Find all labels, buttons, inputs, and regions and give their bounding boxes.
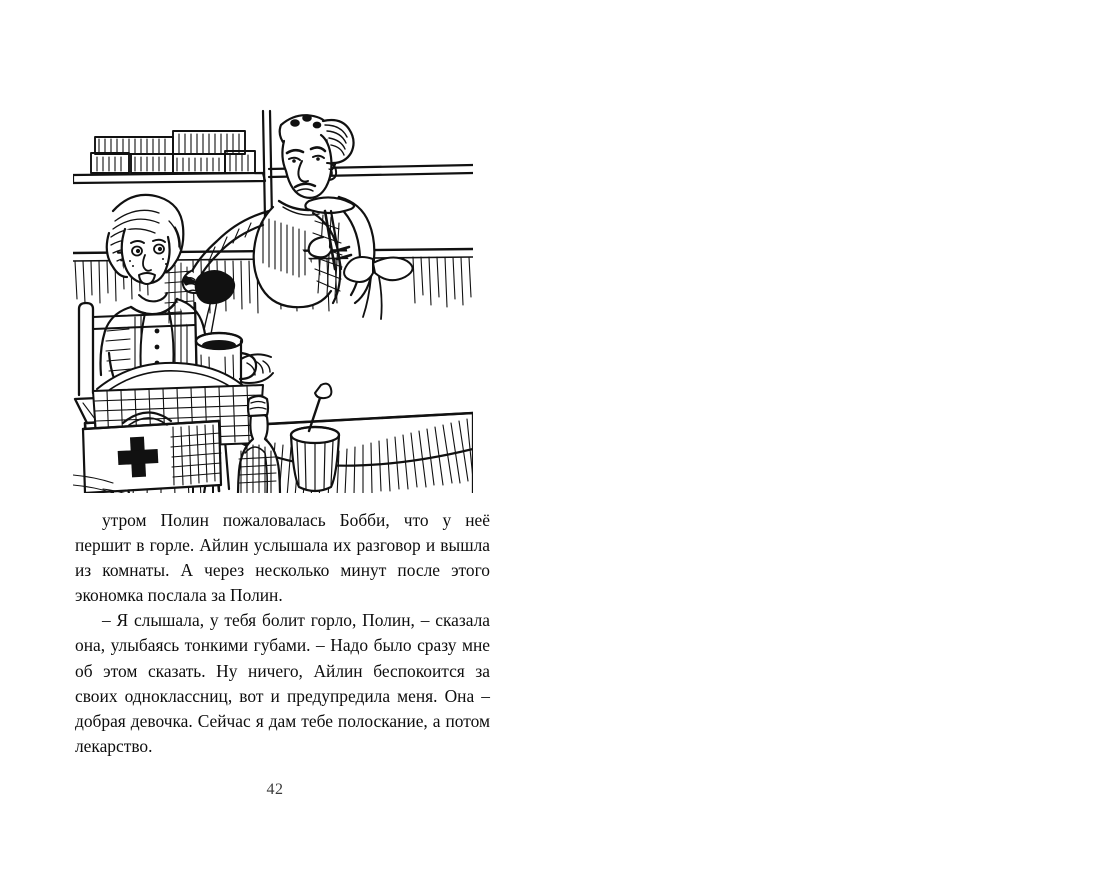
stacked-books-icon [91,131,255,173]
mortar-and-pestle-icon [291,384,339,491]
paragraph: – Я слышала, у тебя болит горло, Полин, – сказала она, улыбаясь тонкими губами. – Надо было сразу мне об этом сказать. Ну ничего, Айлин беспокоится за своих одноклассниц, вот и предупредила меня. Она – добрая девочка. Сейчас я дам тебе полоскание, а потом лекарство. [75,610,490,756]
chapter-illustration [73,103,473,493]
page-number-left: 42 [266,781,284,798]
left-column-text [75,508,490,759]
paragraph: утром Полин пожаловалась Бобби, что у неё першит в горле. Айлин услышала их разговор и вышла из комнаты. А через несколько минут после этого экономка послала за Полин. [75,510,490,606]
right-page [550,0,1100,873]
